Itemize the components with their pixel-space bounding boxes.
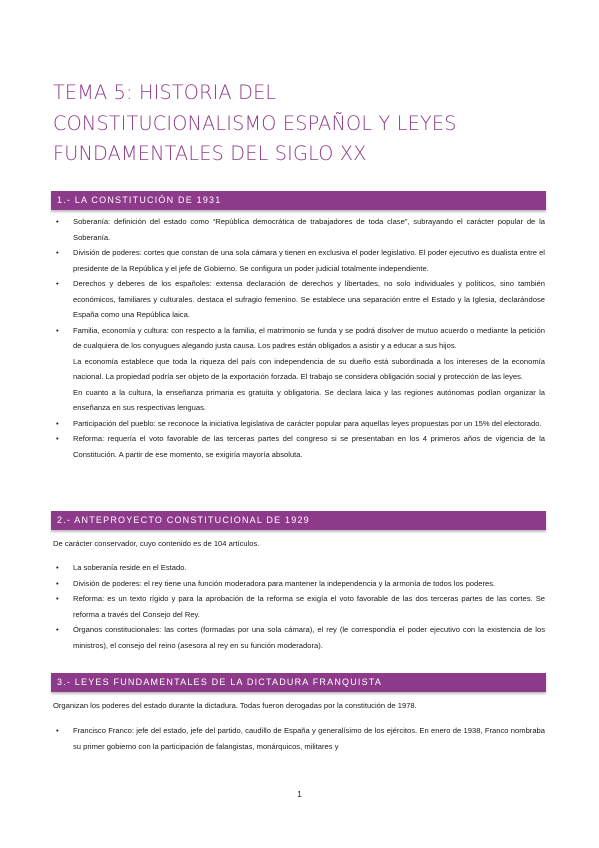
bullet-icon: • <box>56 325 59 335</box>
bullet-icon: • <box>56 594 59 603</box>
section-2-list <box>56 560 545 653</box>
list-item <box>56 723 545 754</box>
bullet-icon: • <box>56 248 59 257</box>
section-heading-3: 3.- LEYES FUNDAMENTALES DE LA DICTADURA FRANQUISTA <box>51 673 546 692</box>
title-line: CONSTITUCIONALISMO ESPAÑOL Y LEYES <box>53 111 457 135</box>
list-item <box>56 591 545 622</box>
bullet-icon: • <box>56 279 59 288</box>
list-item <box>56 323 545 416</box>
section-heading-1: 1.- LA CONSTITUCIÓN DE 1931 <box>51 191 546 210</box>
section-2-intro: De carácter conservador, cuyo contenido es de 104 artículos. <box>53 539 260 548</box>
section-heading-2: 2.- ANTEPROYECTO CONSTITUCIONAL DE 1929 <box>51 511 546 530</box>
title-line: TEMA 5: HISTORIA DEL <box>53 81 277 104</box>
title-line: FUNDAMENTALES DEL SIGLO XX <box>53 142 367 165</box>
bullet-text: Órganos constitucionales: las cortes (formadas por una sola cámara), el rey (le correspondía el poder ejecutivo con la existencia de los ministros), el consejo del reino (asesora al rey en su función moderadora). <box>73 625 545 650</box>
bullet-text: Familia, economía y cultura: con respecto a la familia, el matrimonio se funda y se podrá disolver de mutuo acuerdo o mediante la petición de cualquiera de los conyugues alegando justa causa. Los padres están obligados a asistir y a educar a sus hijos. <box>73 325 545 350</box>
bullet-text: Reforma: requería el voto favorable de las terceras partes del congreso si se presentaban en los 4 primeros años de vigencia de la Constitución. A partir de ese momento, se exigiría mayoría absoluta. <box>73 434 545 459</box>
bullet-text: Reforma: es un texto rígido y para la aprobación de la reforma se exigía el voto favorable de las dos terceras partes de las cortes. Se reforma a través del Consejo del Rey. <box>73 594 545 619</box>
bullet-text: Derechos y deberes de los españoles: extensa declaración de derechos y libertades, no solo individuales y políticos, sino también económicos, familiares y culturales. destaca el sufragio femenino. Se establece una separación entre el Estado y la Iglesia, declarándose España como una República laica. <box>73 279 545 319</box>
bullet-continuation: En cuanto a la cultura, la enseñanza primaria es gratuita y obligatoria. Se declara laica y las regiones autónomas podían organizar la enseñanza en sus respectivas lenguas. <box>73 387 545 412</box>
bullet-icon: • <box>56 578 59 588</box>
list-item <box>56 622 545 653</box>
bullet-text: Participación del pueblo: se reconoce la iniciativa legislativa de carácter popular para aquellas leyes propuestas por un 15% del electorado. <box>73 418 542 428</box>
list-item <box>56 416 545 432</box>
bullet-text: Francisco Franco: jefe del estado, jefe del partido, caudillo de España y generalísimo de los ejércitos. En enero de 1938, Franco nombraba su primer gobierno con la participación de falangistas, monárquicos, militares y <box>73 726 545 751</box>
bullet-icon: • <box>56 563 59 572</box>
list-item <box>56 276 545 323</box>
list-item <box>56 214 545 245</box>
bullet-icon: • <box>56 434 59 443</box>
section-1-list <box>56 214 545 462</box>
bullet-icon: • <box>56 217 59 226</box>
section-3-list <box>56 723 545 754</box>
bullet-icon: • <box>56 726 59 735</box>
bullet-continuation: La economía establece que toda la riqueza del país con independencia de su dueño está subordinada a los intereses de la economía nacional. La propiedad podría ser objeto de la exportación forzada. El trabajo se considera obligación social y protección de las leyes. <box>73 356 545 381</box>
list-item <box>56 560 545 576</box>
list-item <box>56 576 545 592</box>
list-item <box>56 245 545 276</box>
document-title <box>53 78 573 170</box>
page-number: 1 <box>297 790 302 799</box>
bullet-text: División de poderes: cortes que constan de una sola cámara y tienen en exclusiva el poder legislativo. El poder ejecutivo es dualista entre el presidente de la República y el jefe de Gobierno. Se configura un poder judicial totalmente independiente. <box>73 248 545 273</box>
bullet-icon: • <box>56 418 59 428</box>
section-3-intro: Organizan los poderes del estado durante la dictadura. Todas fueron derogadas por la constitución de 1978. <box>53 701 417 710</box>
list-item <box>56 431 545 462</box>
bullet-text: Soberanía: definición del estado como “República democrática de trabajadores de toda clase”, subrayando el carácter popular de la Soberanía. <box>73 217 545 242</box>
bullet-icon: • <box>56 625 59 634</box>
bullet-text: La soberanía reside en el Estado. <box>73 563 187 572</box>
bullet-text: División de poderes: el rey tiene una función moderadora para mantener la independencia y la armonía de todos los poderes. <box>73 578 496 588</box>
